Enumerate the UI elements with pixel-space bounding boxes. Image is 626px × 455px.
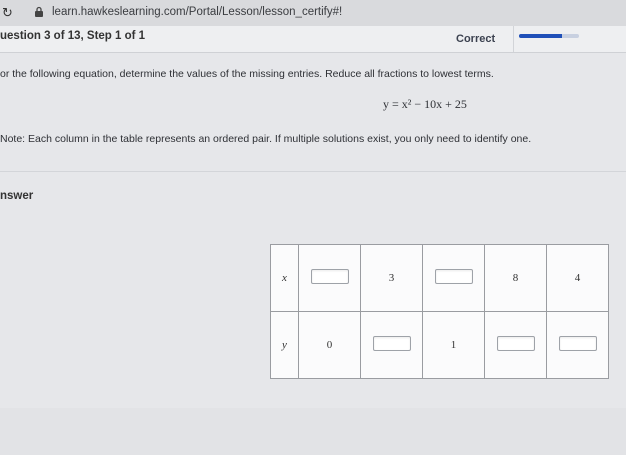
y-cell-5 [547,312,609,379]
ordered-pairs-table [270,244,609,379]
x-cell-1 [299,245,361,312]
page-bottom-area [0,408,626,455]
y-input-5[interactable] [559,336,597,351]
y-cell-4 [485,312,547,379]
answer-label: nswer [0,190,34,202]
lesson-content [0,53,626,455]
reload-icon[interactable]: ↻ [2,5,13,20]
y-input-2[interactable] [373,336,411,351]
x-row [271,245,609,312]
url-text[interactable]: learn.hawkeslearning.com/Portal/Lesson/lesson_certify#! [52,6,343,18]
question-number: uestion 3 of 13, Step 1 of 1 [0,30,146,42]
y-cell-3: 1 [423,312,485,379]
x-header: x [271,245,299,312]
y-cell-2 [361,312,423,379]
section-divider [0,171,626,172]
lock-icon [33,6,45,18]
header-divider [513,26,514,52]
progress-bar [519,34,579,38]
note-text: Note: Each column in the table represents an ordered pair. If multiple solutions exist, you only need to identify one. [0,133,532,145]
y-input-4[interactable] [497,336,535,351]
y-header: y [271,312,299,379]
x-cell-3 [423,245,485,312]
browser-url-bar[interactable] [0,0,626,27]
status-badge: Correct [456,33,496,45]
x-input-3[interactable] [435,269,473,284]
x-cell-5: 4 [547,245,609,312]
question-header [0,26,626,53]
progress-fill [519,34,562,38]
y-row [271,312,609,379]
y-cell-1: 0 [299,312,361,379]
x-cell-2: 3 [361,245,423,312]
x-cell-4: 8 [485,245,547,312]
x-input-1[interactable] [311,269,349,284]
instruction-text: or the following equation, determine the values of the missing entries. Reduce all fractions to lowest terms. [0,68,494,80]
equation: y = x² − 10x + 25 [383,97,467,111]
